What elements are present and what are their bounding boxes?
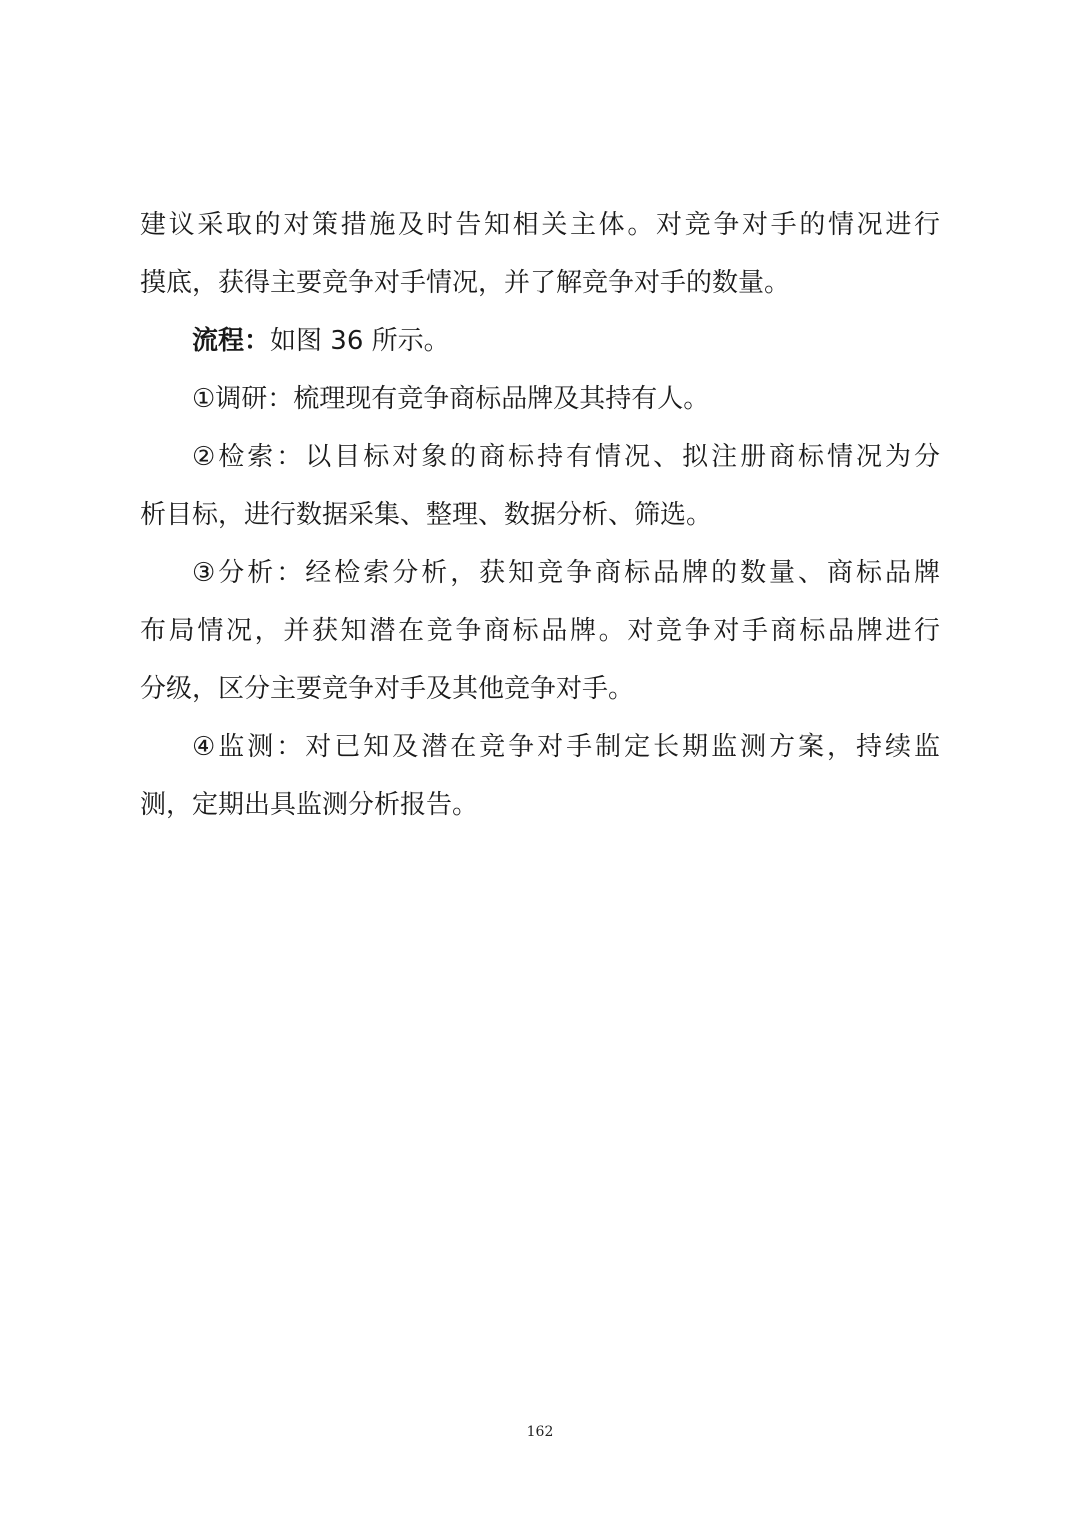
- step-research-line: ①调研：梳理现有竞争商标品牌及其持有人。: [192, 384, 710, 414]
- paragraph-line: 摸底，获得主要竞争对手情况，并了解竞争对手的数量。: [140, 268, 791, 298]
- process-paragraph: [140, 312, 940, 370]
- step-search-line: ②检索：以目标对象的商标持有情况、拟注册商标情况为分: [192, 442, 940, 472]
- step-analysis-line: 分级，区分主要竞争对手及其他竞争对手。: [140, 674, 635, 704]
- paragraph-line: 建议采取的对策措施及时告知相关主体。对竞争对手的情况进行: [140, 210, 940, 240]
- step-monitor-line: 测，定期出具监测分析报告。: [140, 790, 479, 820]
- process-text: 如图 36 所示。: [270, 326, 450, 356]
- step-analysis-line: 布局情况，并获知潜在竞争商标品牌。对竞争对手商标品牌进行: [140, 616, 940, 646]
- step-monitor-line: ④监测：对已知及潜在竞争对手制定长期监测方案，持续监: [192, 732, 940, 762]
- step-search-line: 析目标，进行数据采集、整理、数据分析、筛选。: [140, 500, 713, 530]
- step-analysis-line: ③分析：经检索分析，获知竞争商标品牌的数量、商标品牌: [192, 558, 940, 588]
- page-number: 162: [526, 1424, 554, 1440]
- process-label: 流程：: [192, 326, 271, 356]
- body-text: [140, 196, 940, 834]
